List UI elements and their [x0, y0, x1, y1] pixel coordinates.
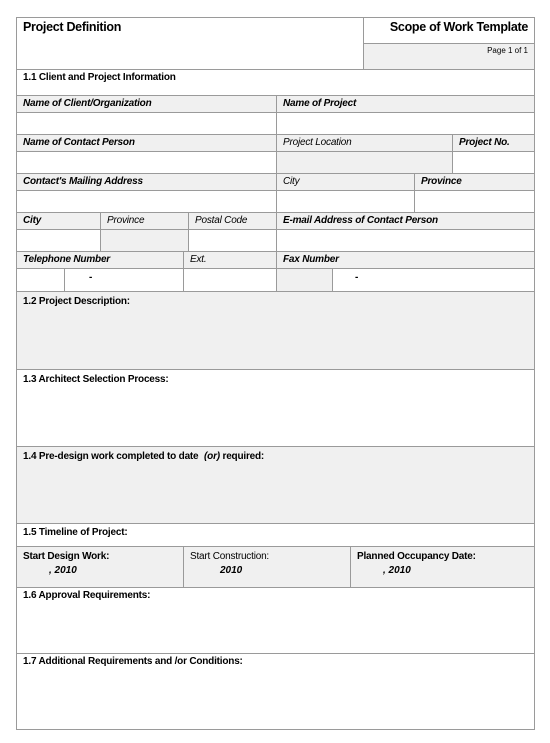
city-label-cell — [16, 212, 101, 230]
mailing-address-label-cell — [16, 173, 277, 191]
project-description-field[interactable] — [16, 291, 535, 370]
fax-number-field[interactable] — [332, 268, 535, 292]
architect-selection-field[interactable] — [16, 369, 535, 447]
telephone-area-code-field[interactable] — [16, 268, 65, 292]
city-label-top: City — [283, 176, 300, 187]
ext-label: Ext. — [190, 254, 207, 265]
project-location-field[interactable] — [276, 151, 453, 174]
province-label-top: Province — [421, 176, 462, 187]
telephone-dash: - — [89, 272, 93, 283]
approval-requirements-heading: 1.6 Approval Requirements: — [23, 590, 151, 601]
start-construction-label: Start Construction: — [190, 551, 270, 562]
header-right-bottom-cell — [363, 43, 535, 70]
telephone-number-field[interactable] — [64, 268, 184, 292]
page-number: Page 1 of 1 — [487, 46, 528, 55]
start-design-label: Start Design Work: — [23, 551, 110, 562]
fax-dash: - — [355, 272, 359, 283]
email-label: E-mail Address of Contact Person — [283, 215, 438, 226]
city-field[interactable] — [16, 229, 101, 252]
approval-requirements-field[interactable] — [16, 587, 535, 654]
email-field[interactable] — [276, 229, 535, 252]
start-design-value: , 2010 — [49, 565, 77, 576]
province-label: Province — [107, 215, 145, 226]
start-construction-cell[interactable] — [183, 546, 351, 588]
template-title: Scope of Work Template — [389, 20, 528, 34]
project-no-label-cell — [452, 134, 535, 152]
city-label-top-cell — [276, 173, 415, 191]
city-field-top[interactable] — [276, 190, 415, 213]
project-description-heading: 1.2 Project Description: — [23, 296, 130, 307]
start-construction-value: 2010 — [220, 565, 243, 576]
email-label-cell — [276, 212, 535, 230]
additional-requirements-field[interactable] — [16, 653, 535, 730]
start-design-cell[interactable] — [16, 546, 184, 588]
mailing-address-label: Contact's Mailing Address — [23, 176, 143, 187]
form-title: Project Definition — [23, 20, 122, 34]
planned-occupancy-cell[interactable] — [350, 546, 535, 588]
client-name-field[interactable] — [16, 112, 277, 135]
city-label: City — [23, 215, 42, 226]
project-no-field[interactable] — [452, 151, 535, 174]
predesign-work-field[interactable] — [16, 446, 535, 524]
province-label-top-cell — [414, 173, 535, 191]
planned-occupancy-label: Planned Occupancy Date: — [357, 551, 476, 562]
province-field-top[interactable] — [414, 190, 535, 213]
section-1-1-heading: 1.1 Client and Project Information — [23, 72, 176, 83]
contact-person-label: Name of Contact Person — [23, 137, 135, 148]
postal-code-field[interactable] — [188, 229, 277, 252]
architect-selection-heading: 1.3 Architect Selection Process: — [23, 374, 169, 385]
project-location-label-cell — [276, 134, 453, 152]
predesign-heading-or: (or) — [204, 451, 220, 462]
project-no-label: Project No. — [459, 137, 510, 148]
header-left-cell — [16, 17, 364, 70]
province-field[interactable] — [100, 229, 189, 252]
planned-occupancy-value: , 2010 — [383, 565, 411, 576]
predesign-heading — [23, 451, 264, 462]
postal-code-label-cell — [188, 212, 277, 230]
predesign-heading-text: 1.4 Pre-design work completed to date — [23, 451, 199, 462]
contact-person-field[interactable] — [16, 151, 277, 174]
client-name-label-cell — [16, 95, 277, 113]
timeline-heading-cell — [16, 523, 535, 547]
postal-code-label: Postal Code — [195, 215, 248, 226]
fax-area-code-field[interactable] — [276, 268, 333, 292]
project-name-label-cell — [276, 95, 535, 113]
fax-label-cell — [276, 251, 535, 269]
additional-requirements-heading: 1.7 Additional Requirements and /or Conditions: — [23, 656, 243, 667]
mailing-address-field[interactable] — [16, 190, 277, 213]
telephone-label: Telephone Number — [23, 254, 110, 265]
project-location-label: Project Location — [283, 137, 352, 148]
fax-label: Fax Number — [283, 254, 339, 265]
ext-label-cell — [183, 251, 277, 269]
section-1-1-heading-cell — [16, 69, 535, 96]
project-name-label: Name of Project — [283, 98, 357, 109]
province-label-cell — [100, 212, 189, 230]
ext-field[interactable] — [183, 268, 277, 292]
timeline-heading: 1.5 Timeline of Project: — [23, 527, 128, 538]
telephone-label-cell — [16, 251, 184, 269]
client-name-label: Name of Client/Organization — [23, 98, 152, 109]
project-name-field[interactable] — [276, 112, 535, 135]
scope-of-work-form — [16, 17, 535, 730]
predesign-heading-required: required: — [222, 451, 265, 462]
contact-person-label-cell — [16, 134, 277, 152]
header-right-top-cell — [363, 17, 535, 44]
